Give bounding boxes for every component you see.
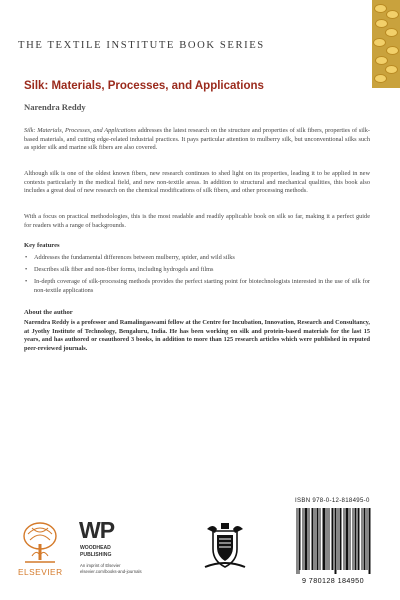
textile-institute-crest-icon bbox=[203, 521, 247, 571]
list-item-text: Addresses the fundamental differences between mulberry, spider, and wild silks bbox=[34, 254, 235, 261]
publisher-url: elsevier.com/books-and-journals bbox=[80, 569, 142, 574]
list-item-text: In-depth coverage of silk-processing methods provides the perfect starting point for biotechnologists interested in the use of silk for non-textile applications bbox=[34, 278, 370, 294]
list-item-text: Describes silk fiber and non-fiber forms, including hydrogels and films bbox=[34, 266, 214, 274]
bullet-icon: • bbox=[25, 278, 28, 286]
elsevier-wordmark: ELSEVIER bbox=[18, 567, 63, 577]
description-paragraph-3: With a focus on practical methodologies, this is the most readable and readily applicable book on silk so far, making it a perfect guide for readers with a range of backgrounds. bbox=[24, 213, 370, 229]
elsevier-tree-logo bbox=[20, 520, 60, 566]
about-author-heading: About the author bbox=[24, 309, 73, 316]
bullet-icon: • bbox=[25, 254, 28, 261]
bullet-icon: • bbox=[25, 266, 28, 274]
book-author: Narendra Reddy bbox=[24, 102, 86, 112]
key-features-heading: Key features bbox=[24, 242, 60, 249]
book-title-italic: Silk: Materials, Processes, and Applications bbox=[24, 127, 137, 134]
publishing-label: PUBLISHING bbox=[80, 552, 112, 558]
cocoon-thumbnail-image bbox=[372, 0, 400, 88]
book-title: Silk: Materials, Processes, and Applications bbox=[24, 80, 264, 92]
about-author-text: Narendra Reddy is a professor and Ramalingaswami fellow at the Centre for Incubation, Innovation, Research and Consultancy, at Jyothy Institute of Technology, Bengaluru, India. He has been working on silk and protein-based materials for the last 15 years, and has authored or coauthored 3 books, in addition to more than 125 research articles which were published in reputed peer-reviewed journals. bbox=[24, 319, 370, 352]
isbn-barcode bbox=[295, 506, 373, 576]
key-features-list bbox=[24, 254, 370, 299]
barcode-number: 9 780128 184950 bbox=[302, 576, 364, 585]
list-item bbox=[24, 278, 370, 295]
woodhead-wp-logo: WP bbox=[79, 517, 115, 543]
list-item bbox=[24, 266, 370, 275]
list-item bbox=[24, 254, 370, 263]
isbn-label: ISBN 978-0-12-818495-0 bbox=[295, 497, 370, 504]
woodhead-label: WOODHEAD bbox=[80, 545, 111, 551]
description-paragraph-1-text: addresses the latest research on the structure and properties of silk fibers, properties of silk-based materials, and cutting edge-related industrial practices. It pays particular attention to mulberry silk, but unconventional silks such as spider silk and marine silk fibers are also covered. bbox=[24, 127, 370, 152]
description-paragraph-1 bbox=[24, 127, 370, 153]
series-title: THE TEXTILE INSTITUTE BOOK SERIES bbox=[18, 40, 265, 51]
description-paragraph-2: Although silk is one of the oldest known fibers, new research continues to shed light on its properties, leading it to be applied in new contexts particularly in the medical field, and new non-textile areas. In addition to structural and mechanical qualities, this book also includes a great deal of new research on the chemical modifications of silk fibers, and other processing methods. bbox=[24, 170, 370, 195]
imprint-label: An imprint of Elsevier bbox=[80, 563, 121, 568]
